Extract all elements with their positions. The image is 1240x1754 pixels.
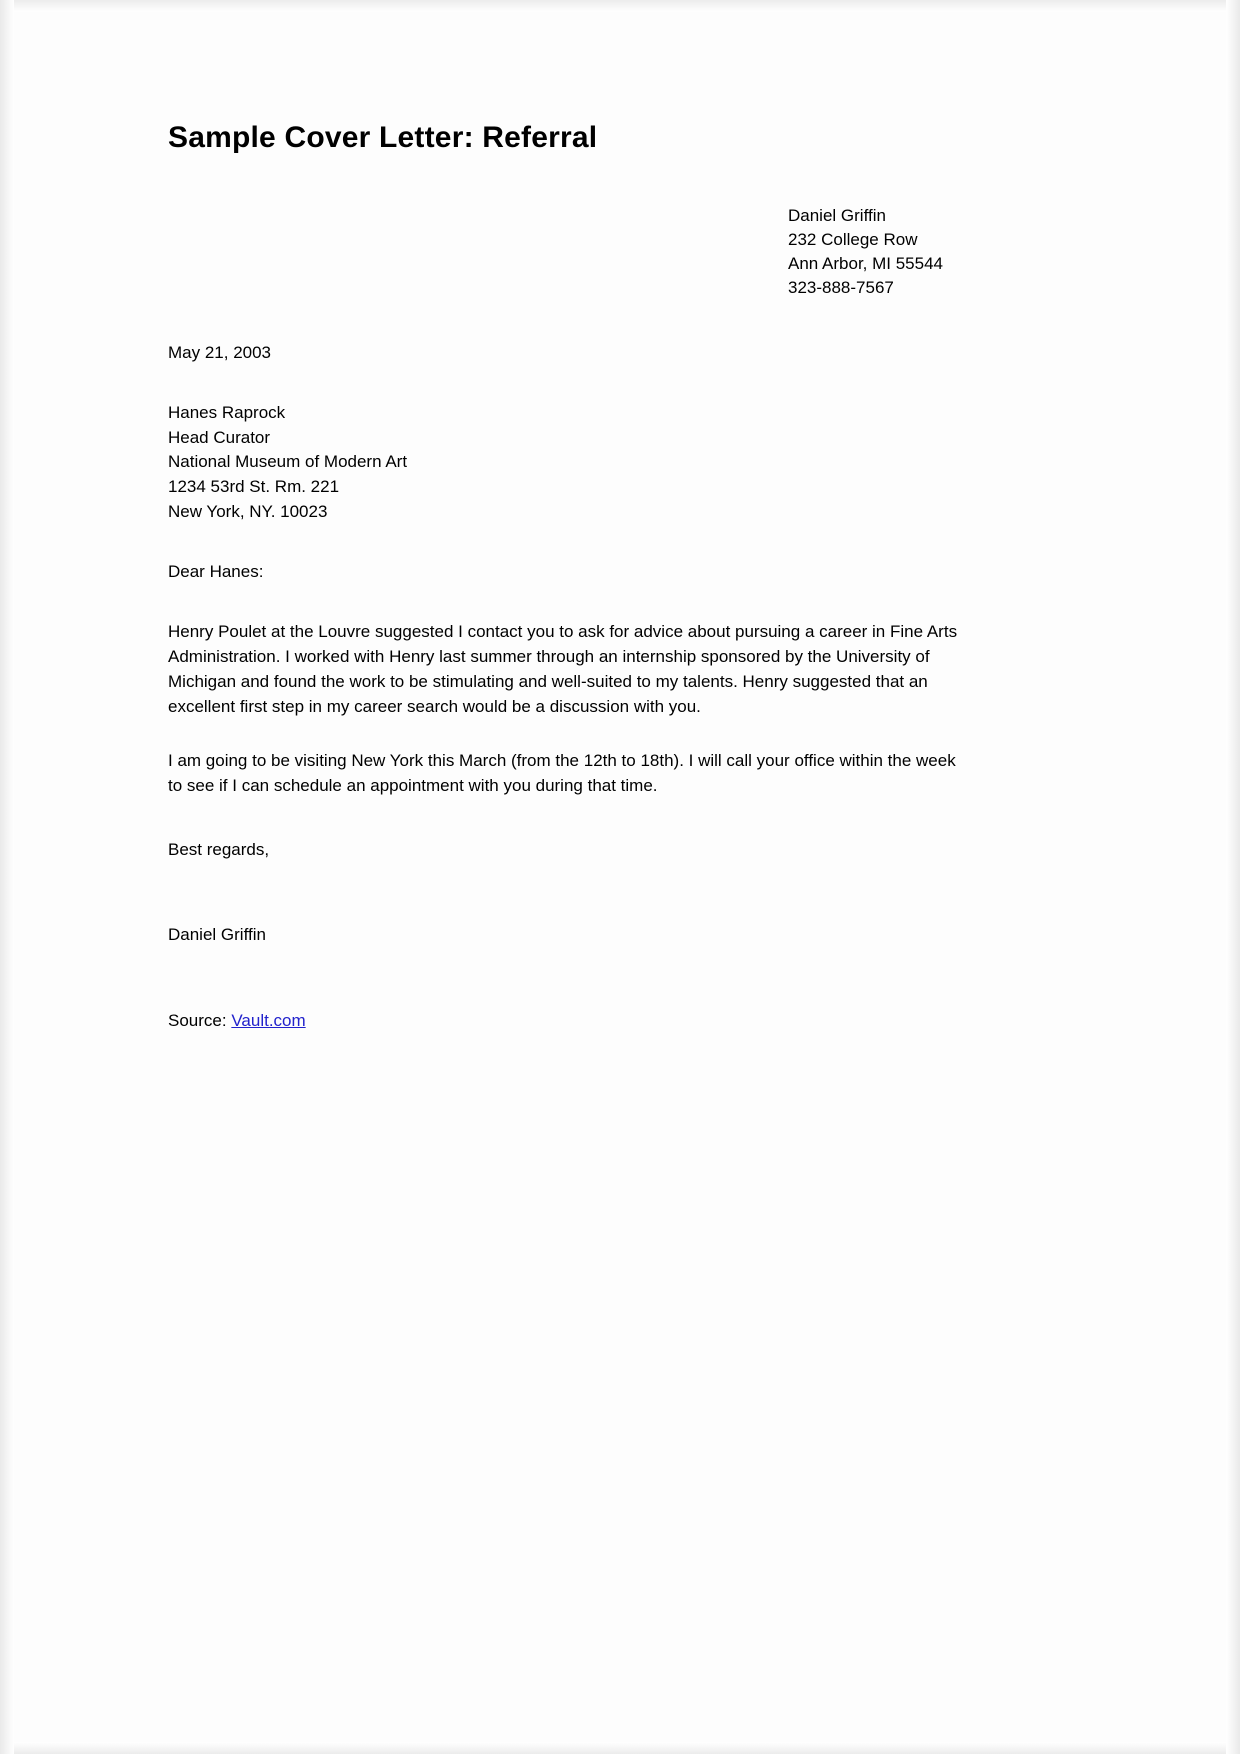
letter-date: May 21, 2003 [168,342,272,362]
salutation: Dear Hanes: [168,562,264,582]
recipient-street: 1234 53rd St. Rm. 221 [168,477,340,497]
closing-line: Best regards, [168,839,270,859]
sender-address-block [788,204,1068,301]
sender-phone: 323-888-7567 [788,278,894,298]
source-link[interactable]: Vault.com [231,1011,306,1031]
signature-name: Daniel Griffin [168,924,266,944]
source-label: Source: [168,1011,227,1031]
recipient-job-title: Head Curator [168,427,271,447]
source-line [168,1009,1068,1034]
page-edge-shading-top [0,0,1240,12]
letter-body [168,120,1068,1034]
sender-city-state-zip: Ann Arbor, MI 55544 [788,254,943,274]
page-title: Sample Cover Letter: Referral [168,121,598,154]
recipient-organization: National Museum of Modern Art [168,452,408,472]
recipient-address-block [168,401,1068,524]
sender-name: Daniel Griffin [788,206,886,225]
page-edge-shading-bottom [0,1742,1240,1754]
recipient-city-state-zip: New York, NY. 10023 [168,501,328,521]
body-paragraph-2: I am going to be visiting New York this March (from the 12th to 18th). I will call your office within the week to see if I can schedule an appointment with you during that time. [168,750,956,795]
recipient-name: Hanes Raprock [168,403,286,423]
page-edge-shading-left [0,0,14,1754]
page-edge-shading-right [1226,0,1240,1754]
sender-street: 232 College Row [788,230,918,250]
body-paragraph-1: Henry Poulet at the Louvre suggested I contact you to ask for advice about pursuing a career in Fine Arts Administration. I worked with Henry last summer through an internship sponsored by the University of Michigan and found the work to be stimulating and well-suited to my talents. Henry suggested that an excellent first step in my career search would be a discussion with you. [168,621,958,717]
